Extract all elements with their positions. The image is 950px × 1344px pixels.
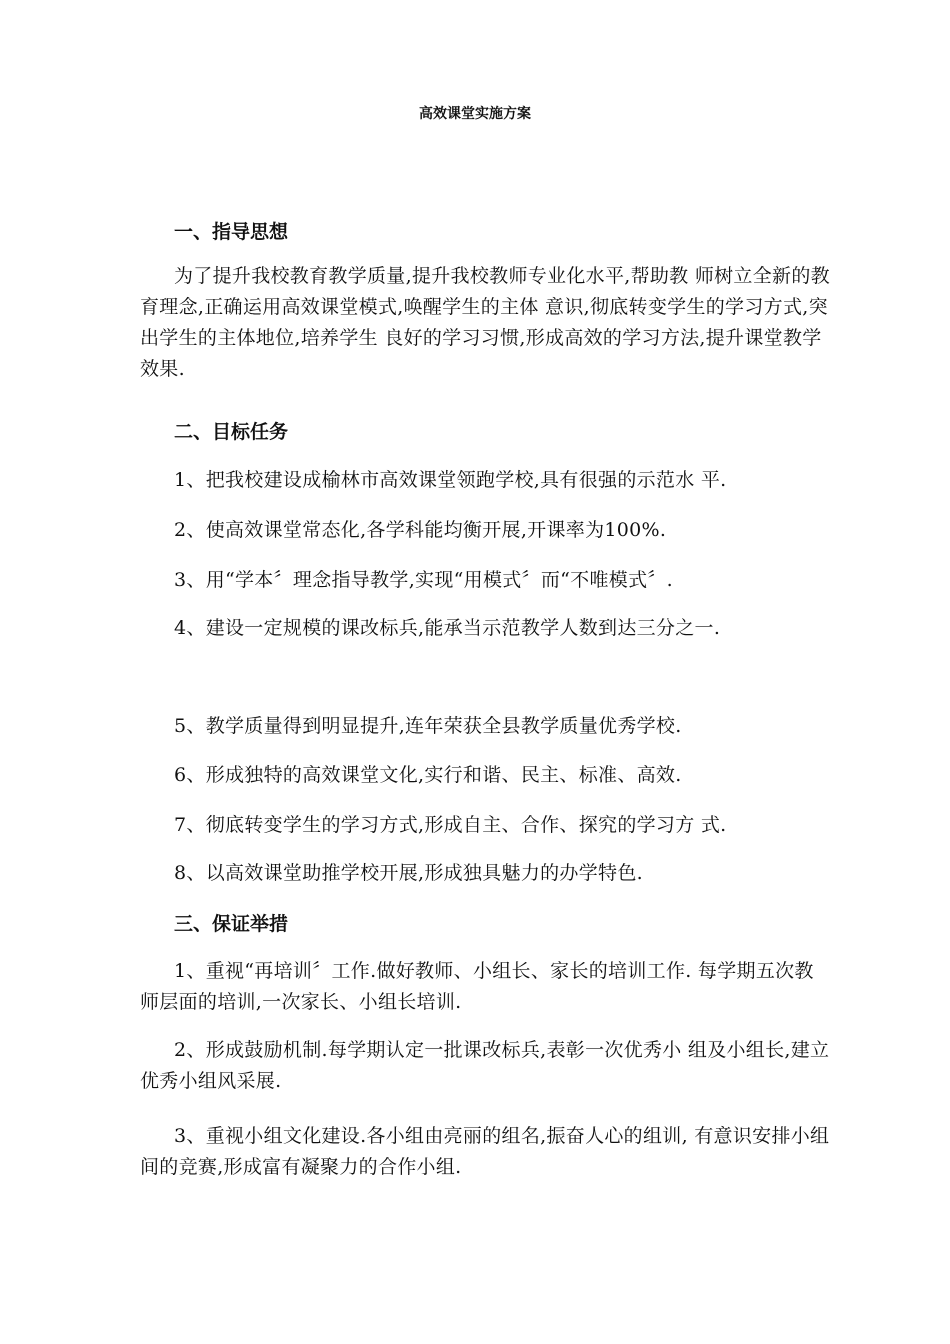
goal-item: 2、使高效课堂常态化,各学科能均衡开展,开课率为100%.: [174, 519, 667, 541]
goal-item: 4、建设一定规模的课改标兵,能承当示范教学人数到达三分之一.: [174, 617, 721, 639]
measure-item: 3、重视小组文化建设.各小组由亮丽的组名,振奋人心的组训, 有意识安排小组间的竞赛,形成富有凝聚力的合作小组.: [140, 1125, 830, 1178]
section-heading-guiding-ideology: 一、指导思想: [174, 221, 289, 243]
document-title: 高效课堂实施方案: [419, 106, 531, 122]
goal-item: 1、把我校建设成榆林市高效课堂领跑学校,具有很强的示范水 平.: [174, 469, 727, 491]
goal-item: 5、教学质量得到明显提升,连年荣获全县教学质量优秀学校.: [174, 715, 682, 737]
section-heading-goals: 二、目标任务: [174, 421, 289, 443]
goal-item: 6、形成独特的高效课堂文化,实行和谐、民主、标准、高效.: [174, 764, 682, 786]
goal-item: 8、以高效课堂助推学校开展,形成独具魅力的办学特色.: [174, 862, 643, 884]
measure-item: 2、形成鼓励机制.每学期认定一批课改标兵,表彰一次优秀小 组及小组长,建立优秀小组风采展.: [140, 1039, 830, 1092]
goal-item: 7、彻底转变学生的学习方式,形成自主、合作、探究的学习方 式.: [174, 814, 727, 836]
measure-item: 1、重视“再培训〞工作.做好教师、小组长、家长的培训工作. 每学期五次教师层面的培训,一次家长、小组长培训.: [140, 960, 814, 1013]
section-paragraph-guiding-ideology: 为了提升我校教育教学质量,提升我校教师专业化水平,帮助教 师树立全新的教育理念,正确运用高效课堂模式,唤醒学生的主体 意识,彻底转变学生的学习方式,突出学生的主体地位,培养学生 良好的学习习惯,形成高效的学习方法,提升课堂教学效果.: [140, 265, 830, 380]
goal-item: 3、用“学本〞理念指导教学,实现“用模式〞而“不唯模式〞.: [174, 569, 674, 591]
section-heading-measures: 三、保证举措: [174, 913, 289, 935]
